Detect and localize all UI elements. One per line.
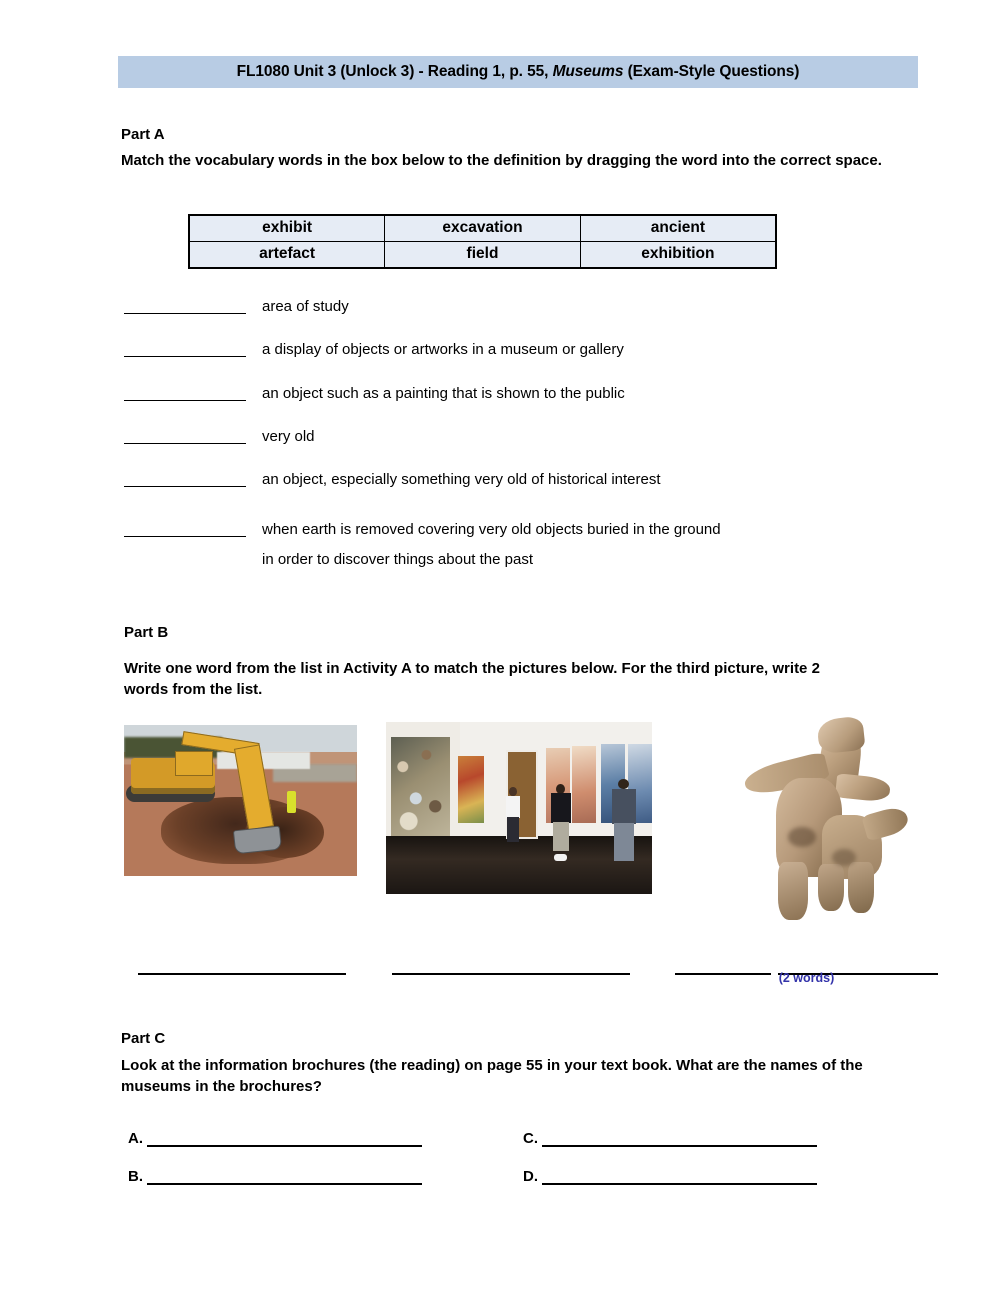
figurine-weathering-spot: [832, 849, 856, 866]
artefact-photo: [724, 707, 924, 922]
part-b-instruction: Write one word from the list in Activity A to match the pictures below. For the third picture, write 2 words from the list.: [124, 660, 820, 699]
definition-text-5: an object, especially something very old of historical interest: [262, 471, 661, 488]
word-bank-table: [188, 214, 777, 269]
definition-text-6-line2: in order to discover things about the past: [262, 550, 533, 568]
photo-visitor-trousers: [614, 823, 633, 861]
definition-row: [121, 469, 921, 491]
definition-blank-6[interactable]: [124, 522, 246, 537]
word-bank-row: [189, 215, 776, 242]
definition-text-6-wrapper: [262, 519, 721, 571]
definition-row: [121, 296, 921, 318]
figurine-leg-middle: [818, 864, 844, 911]
photo-painting-2: [458, 756, 485, 823]
part-a-instruction: Match the vocabulary words in the box below to the definition by dragging the word into the correct space.: [121, 152, 882, 169]
word-bank-cell-exhibition[interactable]: exhibition: [580, 242, 776, 269]
definition-blank-4[interactable]: [124, 429, 246, 444]
photo-visitor-shirt: [551, 793, 571, 822]
photo-visitor-shirt: [506, 796, 521, 818]
photo-visitor-3: [612, 779, 636, 862]
photo-visitor-shorts: [553, 822, 570, 851]
exhibition-photo: [386, 722, 652, 894]
definition-row: [121, 426, 921, 448]
figurine-leg-right: [848, 862, 874, 914]
part-b-answer-blank-1[interactable]: [138, 965, 346, 975]
definition-list: [121, 296, 921, 592]
photo-visitor-trousers: [507, 817, 519, 842]
part-c-answer-row: [128, 1168, 918, 1185]
photo-visitor-2: [551, 784, 571, 861]
photo-visitor-1: [506, 787, 521, 842]
part-b-label: Part B: [124, 624, 169, 641]
definition-text-3: an object such as a painting that is shown to the public: [262, 384, 625, 402]
photo-painting-1: [391, 737, 450, 835]
page-title: [237, 63, 800, 81]
part-c-blank-a[interactable]: [147, 1132, 422, 1147]
part-c-answer-a: [128, 1130, 523, 1147]
page-title-prefix: FL1080 Unit 3 (Unlock 3) - Reading 1, p. 55,: [236, 63, 553, 80]
page-title-italic: Museums: [552, 63, 624, 80]
photo-visitor-shoes: [554, 854, 567, 861]
definition-text-1: area of study: [262, 298, 349, 315]
part-c-letter-a: A.: [128, 1130, 143, 1147]
definition-blank-5[interactable]: [124, 472, 246, 487]
part-b-picture-row: [124, 722, 944, 902]
part-c-blank-d[interactable]: [542, 1170, 817, 1185]
part-c-blank-c[interactable]: [542, 1132, 817, 1147]
definition-text-6: when earth is removed covering very old objects buried in the ground: [262, 520, 721, 538]
word-bank-cell-exhibit[interactable]: exhibit: [189, 215, 385, 242]
word-bank-cell-excavation[interactable]: excavation: [385, 215, 581, 242]
part-c-answer-d: [523, 1168, 918, 1185]
figurine-tail: [861, 805, 910, 842]
part-c-blank-b[interactable]: [147, 1170, 422, 1185]
word-bank-cell-field[interactable]: field: [385, 242, 581, 269]
definition-text-2: a display of objects or artworks in a museum or gallery: [262, 341, 624, 359]
page-title-suffix: (Exam-Style Questions): [623, 63, 800, 80]
part-c-instruction: Look at the information brochures (the reading) on page 55 in your text book. What are the names of the museums in the brochures?: [121, 1057, 863, 1096]
photo-painting-4: [572, 746, 596, 823]
definition-blank-3[interactable]: [124, 386, 246, 401]
figurine-weathering-spot: [788, 827, 816, 846]
part-c-answer-b: [128, 1168, 523, 1185]
word-bank-cell-ancient[interactable]: ancient: [580, 215, 776, 242]
photo-visitor-shirt: [612, 789, 636, 824]
photo-fence: [217, 752, 310, 769]
part-c-answer-row: [128, 1130, 918, 1147]
excavation-photo: [124, 725, 357, 876]
part-b-answer-row: [0, 955, 1000, 995]
two-words-note: (2 words): [778, 971, 835, 985]
part-c-answer-grid: [128, 1130, 918, 1206]
definition-row: [121, 519, 921, 571]
part-b-answer-blank-2[interactable]: [392, 965, 630, 975]
photo-excavator-cab: [175, 751, 212, 777]
definition-row: [121, 339, 921, 361]
worksheet-title-banner: [118, 56, 918, 88]
part-c-letter-b: B.: [128, 1168, 143, 1185]
word-bank-row: [189, 242, 776, 269]
definition-blank-1[interactable]: [124, 299, 246, 314]
figurine-leg-left: [778, 862, 808, 920]
photo-worker: [287, 791, 296, 812]
part-c-label: Part C: [121, 1030, 166, 1047]
definition-text-4: very old: [262, 427, 315, 445]
part-c-letter-c: C.: [523, 1130, 538, 1147]
definition-row: [121, 383, 921, 405]
part-c-answer-c: [523, 1130, 918, 1147]
definition-blank-2[interactable]: [124, 342, 246, 357]
figurine-head: [816, 715, 865, 754]
word-bank-cell-artefact[interactable]: artefact: [189, 242, 385, 269]
photo-excavator-bucket: [232, 825, 281, 854]
part-a-label: Part A: [121, 126, 165, 143]
part-c-letter-d: D.: [523, 1168, 538, 1185]
